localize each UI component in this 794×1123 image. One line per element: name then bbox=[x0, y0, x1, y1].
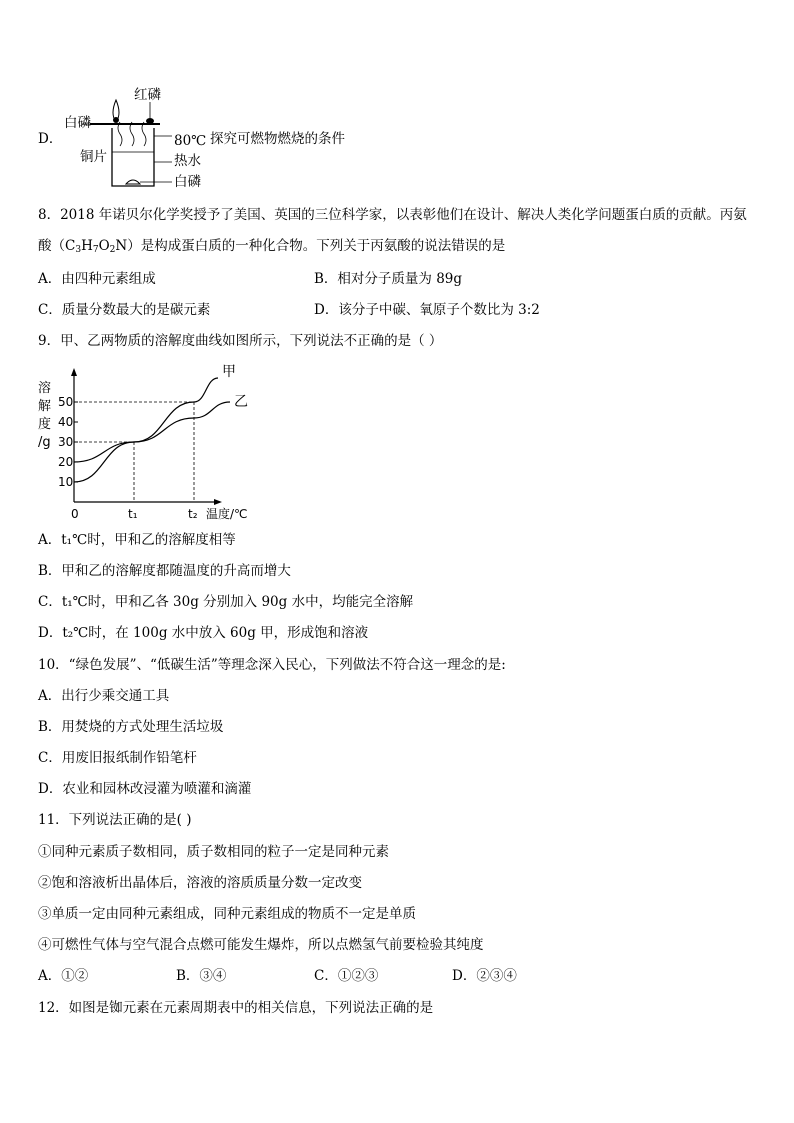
q8-stem-line2-end: ）是构成蛋白质的一种化合物。下列关于丙氨酸的说法错误的是 bbox=[127, 238, 506, 254]
q10-option-c: C．用废旧报纸制作铅笔杆 bbox=[38, 750, 197, 766]
y-label-char-2: 解 bbox=[38, 399, 52, 414]
q11-statement-1: ①同种元素质子数相同，质子数相同的粒子一定是同种元素 bbox=[38, 844, 389, 860]
y-label-char-1: 溶 bbox=[38, 381, 52, 396]
q9-option-d: D．t₂℃时，在 100g 水中放入 60g 甲，形成饱和溶液 bbox=[38, 625, 369, 641]
x-tick-label: 0 bbox=[71, 507, 79, 521]
q10-option-a: A．出行少乘交通工具 bbox=[38, 688, 170, 704]
y-tick-label: 30 bbox=[58, 435, 74, 449]
formula-h: H bbox=[81, 238, 93, 254]
q11-statement-4: ④可燃性气体与空气混合点燃可能发生爆炸，所以点燃氢气前要检验其纯度 bbox=[38, 937, 484, 953]
q10-option-b: B．用焚烧的方式处理生活垃圾 bbox=[38, 719, 224, 735]
q11-option-d: D．②③④ bbox=[452, 968, 517, 984]
q11-statement-2: ②饱和溶液析出晶体后，溶液的溶质质量分数一定改变 bbox=[38, 875, 362, 891]
q8-stem-line1: 8．2018 年诺贝尔化学奖授予了美国、英国的三位科学家，以表彰他们在设计、解决人类化学问题蛋白质的贡献。丙氨 bbox=[38, 207, 747, 223]
q8-option-a: A．由四种元素组成 bbox=[38, 271, 156, 287]
white-phosphorus-bottom bbox=[126, 180, 140, 184]
x-axis-arrow bbox=[214, 499, 222, 505]
q9-stem: 9．甲、乙两物质的溶解度曲线如图所示，下列说法不正确的是（ ） bbox=[38, 333, 443, 349]
x-tick-label: t₂ bbox=[188, 507, 198, 521]
q10-stem: 10．“绿色发展”、“低碳生活”等理念深入民心，下列做法不符合这一理念的是: bbox=[38, 657, 506, 673]
q8-stem-line2-start: 酸（C bbox=[38, 238, 76, 254]
label-temperature: 80℃ bbox=[174, 133, 207, 149]
q8-option-c: C．质量分数最大的是碳元素 bbox=[38, 302, 211, 318]
apparatus-caption: 探究可燃物燃烧的条件 bbox=[210, 131, 345, 147]
label-hot-water: 热水 bbox=[174, 153, 201, 169]
white-phosphorus-top bbox=[113, 117, 119, 123]
formula-sub-h: 7 bbox=[92, 245, 99, 255]
steam-3 bbox=[142, 122, 146, 146]
q8-stem-line2 bbox=[38, 237, 505, 259]
y-label-unit: /g bbox=[38, 435, 51, 450]
x-axis-label: 温度/℃ bbox=[206, 507, 248, 521]
formula-sub-o: 2 bbox=[109, 245, 116, 255]
q8-option-b: B．相对分子质量为 89g bbox=[314, 271, 463, 287]
q10-option-d: D．农业和园林改浸灌为喷灌和滴灌 bbox=[38, 781, 252, 797]
red-phosphorus bbox=[146, 118, 154, 124]
q9-option-b: B．甲和乙的溶解度都随温度的升高而增大 bbox=[38, 563, 291, 579]
q7-option-d-letter: D． bbox=[38, 131, 63, 147]
q11-option-a: A．①② bbox=[38, 968, 89, 984]
y-label-char-3: 度 bbox=[38, 417, 52, 432]
solubility-chart bbox=[34, 362, 248, 522]
q12-stem: 12．如图是铷元素在元素周期表中的相关信息，下列说法正确的是 bbox=[38, 1000, 434, 1016]
steam-1 bbox=[118, 122, 122, 146]
series-label-1: 甲 bbox=[222, 364, 236, 380]
y-tick-label: 10 bbox=[58, 475, 74, 489]
q9-option-a: A．t₁℃时，甲和乙的溶解度相等 bbox=[38, 532, 236, 548]
x-tick-label: t₁ bbox=[128, 507, 138, 521]
q11-stem: 11．下列说法正确的是( ) bbox=[38, 812, 192, 828]
y-tick-label: 20 bbox=[58, 455, 74, 469]
label-white-phosphorus-top: 白磷 bbox=[64, 115, 91, 131]
q9-option-c: C．t₁℃时，甲和乙各 30g 分别加入 90g 水中，均能完全溶解 bbox=[38, 594, 414, 610]
formula-n: N bbox=[115, 238, 128, 254]
y-tick-label: 50 bbox=[58, 395, 74, 409]
label-copper-sheet: 铜片 bbox=[80, 149, 107, 165]
solubility-chart-svg bbox=[34, 362, 248, 522]
q11-statement-3: ③单质一定由同种元素组成，同种元素组成的物质不一定是单质 bbox=[38, 906, 416, 922]
y-axis-arrow bbox=[71, 368, 77, 376]
series-label-2: 乙 bbox=[234, 394, 248, 410]
q11-option-b: B．③④ bbox=[176, 968, 227, 984]
formula-sub-c: 3 bbox=[75, 245, 82, 255]
formula-o: O bbox=[98, 238, 110, 254]
series-line-1 bbox=[74, 378, 218, 482]
steam-2 bbox=[130, 122, 134, 146]
series-line-2 bbox=[74, 402, 230, 462]
q8-option-d: D．该分子中碳、氧原子个数比为 3:2 bbox=[314, 302, 540, 318]
label-white-phosphorus-bottom: 白磷 bbox=[174, 174, 201, 190]
q11-option-c: C．①②③ bbox=[314, 968, 379, 984]
y-tick-label: 40 bbox=[58, 415, 74, 429]
label-red-phosphorus: 红磷 bbox=[134, 87, 161, 103]
